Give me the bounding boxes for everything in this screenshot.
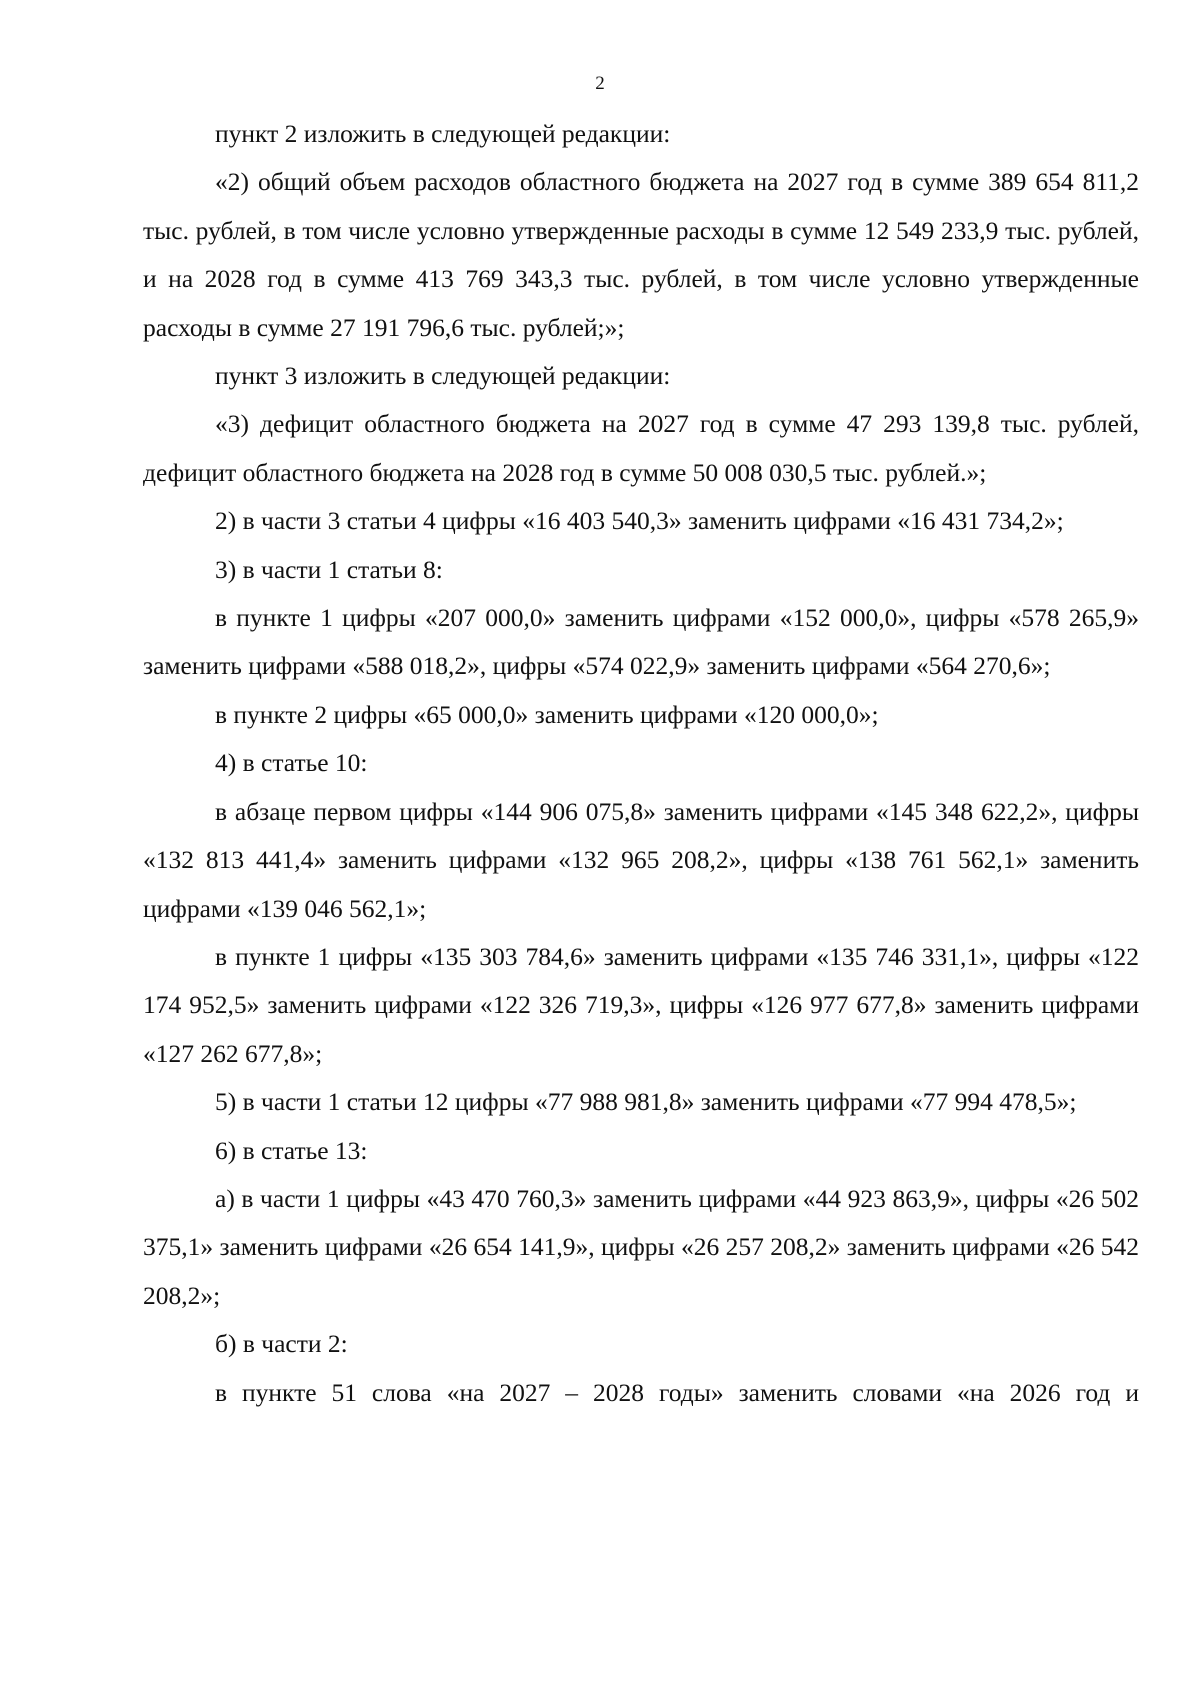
paragraph: в абзаце первом цифры «144 906 075,8» заменить цифрами «145 348 622,2», цифры «132 813 441,4» заменить цифрами «132 965 208,2», цифры «138 761 562,1» заменить цифрами «139 046 562,1»;	[143, 796, 1139, 923]
paragraph: в пункте 1 цифры «135 303 784,6» заменить цифрами «135 746 331,1», цифры «122 174 952,5» заменить цифрами «122 326 719,3», цифры «126 977 677,8» заменить цифрами «127 262 677,8»;	[143, 941, 1139, 1068]
paragraph: б) в части 2:	[215, 1329, 348, 1359]
paragraph: а) в части 1 цифры «43 470 760,3» заменить цифрами «44 923 863,9», цифры «26 502 375,1» заменить цифрами «26 654 141,9», цифры «26 257 208,2» заменить цифрами «26 542 208,2»;	[143, 1183, 1139, 1310]
paragraph: «3) дефицит областного бюджета на 2027 год в сумме 47 293 139,8 тыс. рублей, дефицит областного бюджета на 2028 год в сумме 50 008 030,5 тыс. рублей.»;	[143, 409, 1139, 487]
paragraph: пункт 3 изложить в следующей редакции:	[215, 361, 671, 391]
paragraph: 5) в части 1 статьи 12 цифры «77 988 981,8» заменить цифрами «77 994 478,5»;	[215, 1087, 1077, 1117]
page-number: 2	[595, 73, 605, 94]
paragraph: в пункте 51 слова «на 2027 – 2028 годы» заменить словами «на 2026 год и	[215, 1377, 1139, 1407]
paragraph: 4) в статье 10:	[215, 748, 368, 778]
document-body	[143, 110, 1139, 1417]
paragraph: 2) в части 3 статьи 4 цифры «16 403 540,3» заменить цифрами «16 431 734,2»;	[215, 506, 1064, 536]
paragraph: в пункте 1 цифры «207 000,0» заменить цифрами «152 000,0», цифры «578 265,9» заменить цифрами «588 018,2», цифры «574 022,9» заменить цифрами «564 270,6»;	[143, 603, 1139, 681]
paragraph: 3) в части 1 статьи 8:	[215, 554, 443, 584]
paragraph: в пункте 2 цифры «65 000,0» заменить цифрами «120 000,0»;	[215, 699, 879, 729]
paragraph: 6) в статье 13:	[215, 1135, 368, 1165]
paragraph: пункт 2 изложить в следующей редакции:	[215, 119, 671, 148]
paragraph: «2) общий объем расходов областного бюджета на 2027 год в сумме 389 654 811,2 тыс. рублей, в том числе условно утвержденные расходы в сумме 12 549 233,9 тыс. рублей, и на 2028 год в сумме 413 769 343,3 тыс. рублей, в том числе условно утвержденные расходы в сумме 27 191 796,6 тыс. рублей;»;	[143, 167, 1139, 342]
